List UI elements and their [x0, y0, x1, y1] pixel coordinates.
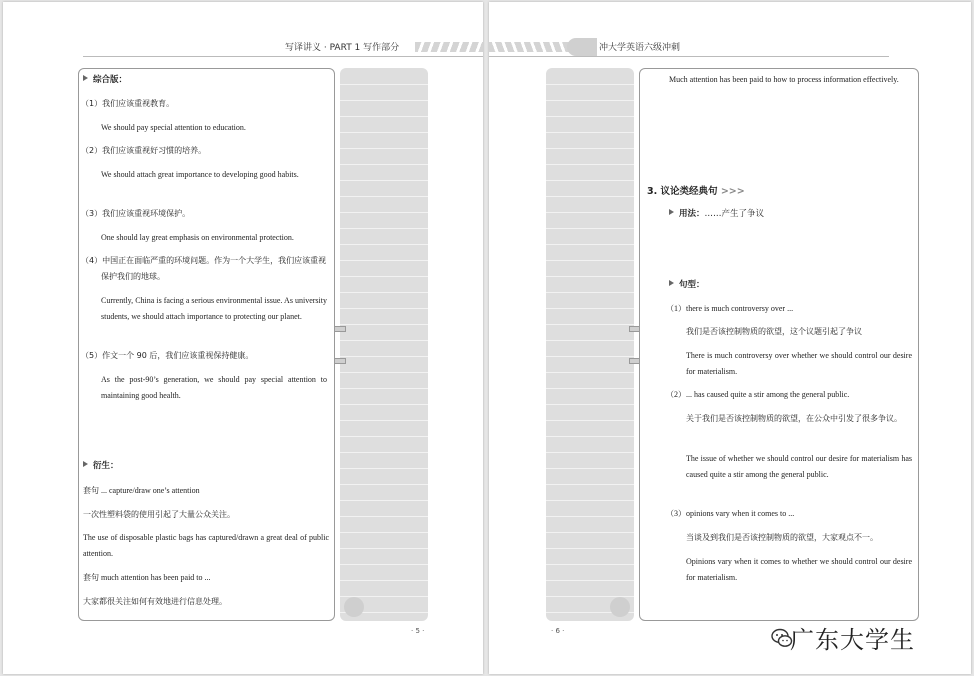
note-rule — [546, 132, 634, 133]
note-rule — [340, 404, 428, 405]
note-rule — [340, 292, 428, 293]
note-rule — [546, 196, 634, 197]
note-rule — [546, 516, 634, 517]
pattern-item — [666, 387, 916, 403]
section-title-summary — [83, 73, 127, 85]
note-rule — [340, 420, 428, 421]
right-page-header: 冲大学英语六级冲刺 — [599, 43, 681, 53]
note-rule — [340, 484, 428, 485]
item-number: （2） — [81, 146, 103, 155]
note-rule — [340, 324, 428, 325]
item-phrase: there is much controversy over ... — [686, 304, 794, 313]
section-3-title-text: 3. 议论类经典句 — [647, 186, 718, 197]
note-rule — [340, 356, 428, 357]
note-rule — [546, 532, 634, 533]
note-rule — [340, 132, 428, 133]
item-zh: 我们应该重视环境保护。 — [102, 209, 191, 218]
item-zh: 我们是否该控制物质的欲望，这个议题引起了争议 — [686, 327, 862, 336]
pattern-title — [669, 278, 705, 290]
header-rule — [489, 56, 889, 57]
note-rule — [546, 420, 634, 421]
item-en: The issue of whether we should control our desire for materialism has caused quite a stir among the general public. — [686, 454, 912, 479]
section-3-title — [647, 183, 745, 197]
derived-line: 大家都很关注如何有效地进行信息处理。 — [83, 597, 227, 606]
note-rule — [546, 100, 634, 101]
item-number: （1） — [666, 304, 686, 313]
right-page — [489, 2, 971, 674]
note-rule — [340, 340, 428, 341]
note-rule — [340, 100, 428, 101]
note-rule — [340, 580, 428, 581]
note-rule — [546, 244, 634, 245]
item-en: One should lay great emphasis on environmental protection. — [101, 233, 294, 242]
note-rule — [340, 308, 428, 309]
header-stripe — [415, 42, 483, 52]
note-rule — [340, 516, 428, 517]
pattern-label: 句型： — [679, 280, 705, 290]
section-title-derived — [83, 459, 119, 471]
item-en: Currently, China is facing a serious environmental issue. As university students, we should attach importance to protecting our planet. — [101, 296, 327, 321]
header-tab — [567, 38, 597, 56]
item-phrase: opinions vary when it comes to ... — [686, 509, 795, 518]
note-rule — [546, 292, 634, 293]
item-zh: 当谈及到我们是否该控制物质的欲望，大家观点不一。 — [686, 533, 878, 542]
note-rule — [340, 388, 428, 389]
derived-line: 一次性塑料袋的使用引起了大量公众关注。 — [83, 510, 235, 519]
note-rule — [546, 404, 634, 405]
note-rule — [546, 340, 634, 341]
continued-text: Much attention has been paid to how to process information effectively. — [669, 75, 899, 84]
note-rule — [340, 228, 428, 229]
item-number: （5） — [81, 351, 103, 360]
item-en: There is much controversy over whether we should control our desire for materialism. — [686, 351, 912, 376]
item-zh: 作文一个 90 后，我们应该重视保持健康。 — [102, 351, 254, 360]
derived-line: 套句 much attention has been paid to ... — [83, 573, 211, 582]
summary-title-text: 综合版： — [93, 75, 128, 85]
page-number: · 5 · — [411, 627, 425, 635]
notes-column — [340, 68, 428, 621]
triangle-bullet-icon — [669, 209, 674, 215]
note-rule — [340, 180, 428, 181]
note-rule — [546, 436, 634, 437]
item-number: （1） — [81, 99, 103, 108]
pattern-item — [666, 301, 916, 317]
note-rule — [340, 164, 428, 165]
list-item — [81, 96, 327, 112]
binder-clip-icon — [334, 326, 346, 332]
arrows-icon: >>> — [720, 186, 745, 197]
note-rule — [546, 324, 634, 325]
note-rule — [546, 84, 634, 85]
triangle-bullet-icon — [83, 75, 88, 81]
note-rule — [546, 260, 634, 261]
note-rule — [340, 116, 428, 117]
page-number: · 6 · — [551, 627, 565, 635]
usage-label: 用法： — [679, 209, 705, 219]
note-rule — [546, 452, 634, 453]
note-rule — [546, 276, 634, 277]
note-rule — [340, 532, 428, 533]
note-rule — [340, 148, 428, 149]
note-rule — [340, 260, 428, 261]
item-en: Opinions vary when it comes to whether we should control our desire for materialism. — [686, 557, 912, 582]
note-rule — [546, 468, 634, 469]
note-rule — [546, 564, 634, 565]
pattern-item — [666, 506, 916, 522]
triangle-bullet-icon — [83, 461, 88, 467]
item-en: We should attach great importance to developing good habits. — [101, 170, 299, 179]
notes-column — [546, 68, 634, 621]
header-stripe — [489, 42, 569, 52]
left-page-header: 写译讲义 · PART 1 写作部分 — [285, 43, 400, 53]
header-rule — [83, 56, 483, 57]
note-rule — [340, 276, 428, 277]
note-rule — [546, 180, 634, 181]
item-number: （4） — [81, 256, 103, 265]
item-en: We should pay special attention to education. — [101, 123, 246, 132]
item-number: （3） — [81, 209, 103, 218]
item-zh: 关于我们是否该控制物质的欲望，在公众中引发了很多争议。 — [686, 414, 902, 423]
usage-text: ……产生了争议 — [704, 209, 765, 219]
note-rule — [340, 548, 428, 549]
note-rule — [546, 228, 634, 229]
item-number: （3） — [666, 509, 686, 518]
binder-clip-icon — [334, 358, 346, 364]
note-rule — [340, 196, 428, 197]
note-rule — [340, 244, 428, 245]
note-rule — [546, 116, 634, 117]
triangle-bullet-icon — [669, 280, 674, 286]
note-rule — [546, 500, 634, 501]
note-rule — [340, 500, 428, 501]
note-rule — [340, 84, 428, 85]
item-zh: 中国正在面临严重的环境问题。作为一个大学生，我们应该重视保护我们的地球。 — [101, 256, 327, 281]
item-zh: 我们应该重视教育。 — [102, 99, 175, 108]
note-rule — [546, 356, 634, 357]
note-rule — [546, 484, 634, 485]
note-rule — [340, 468, 428, 469]
note-rule — [340, 452, 428, 453]
watermark-text: 广东大学生 — [790, 626, 915, 654]
item-zh: 我们应该重视好习惯的培养。 — [102, 146, 207, 155]
derived-title-text: 衍生： — [93, 461, 119, 471]
note-rule — [546, 580, 634, 581]
list-item — [81, 348, 327, 364]
derived-line: The use of disposable plastic bags has captured/drawn a great deal of public attention. — [83, 533, 329, 558]
note-rule — [546, 548, 634, 549]
derived-line: 套句 ... capture/draw one’s attention — [83, 486, 200, 495]
item-en: As the post-90’s generation, we should pay special attention to maintaining good health. — [101, 375, 327, 400]
note-rule — [546, 212, 634, 213]
left-page — [3, 2, 483, 674]
note-rule — [546, 148, 634, 149]
note-rule — [546, 372, 634, 373]
notes-tag-icon — [344, 597, 364, 617]
note-rule — [546, 164, 634, 165]
list-item — [81, 206, 327, 222]
list-item — [81, 143, 327, 159]
note-rule — [546, 388, 634, 389]
note-rule — [340, 372, 428, 373]
item-number: （2） — [666, 390, 686, 399]
usage-line — [669, 207, 764, 219]
list-item — [81, 253, 327, 285]
note-rule — [546, 308, 634, 309]
note-rule — [340, 436, 428, 437]
note-rule — [340, 564, 428, 565]
note-rule — [340, 212, 428, 213]
notes-tag-icon — [610, 597, 630, 617]
item-phrase: ... has caused quite a stir among the general public. — [686, 390, 850, 399]
